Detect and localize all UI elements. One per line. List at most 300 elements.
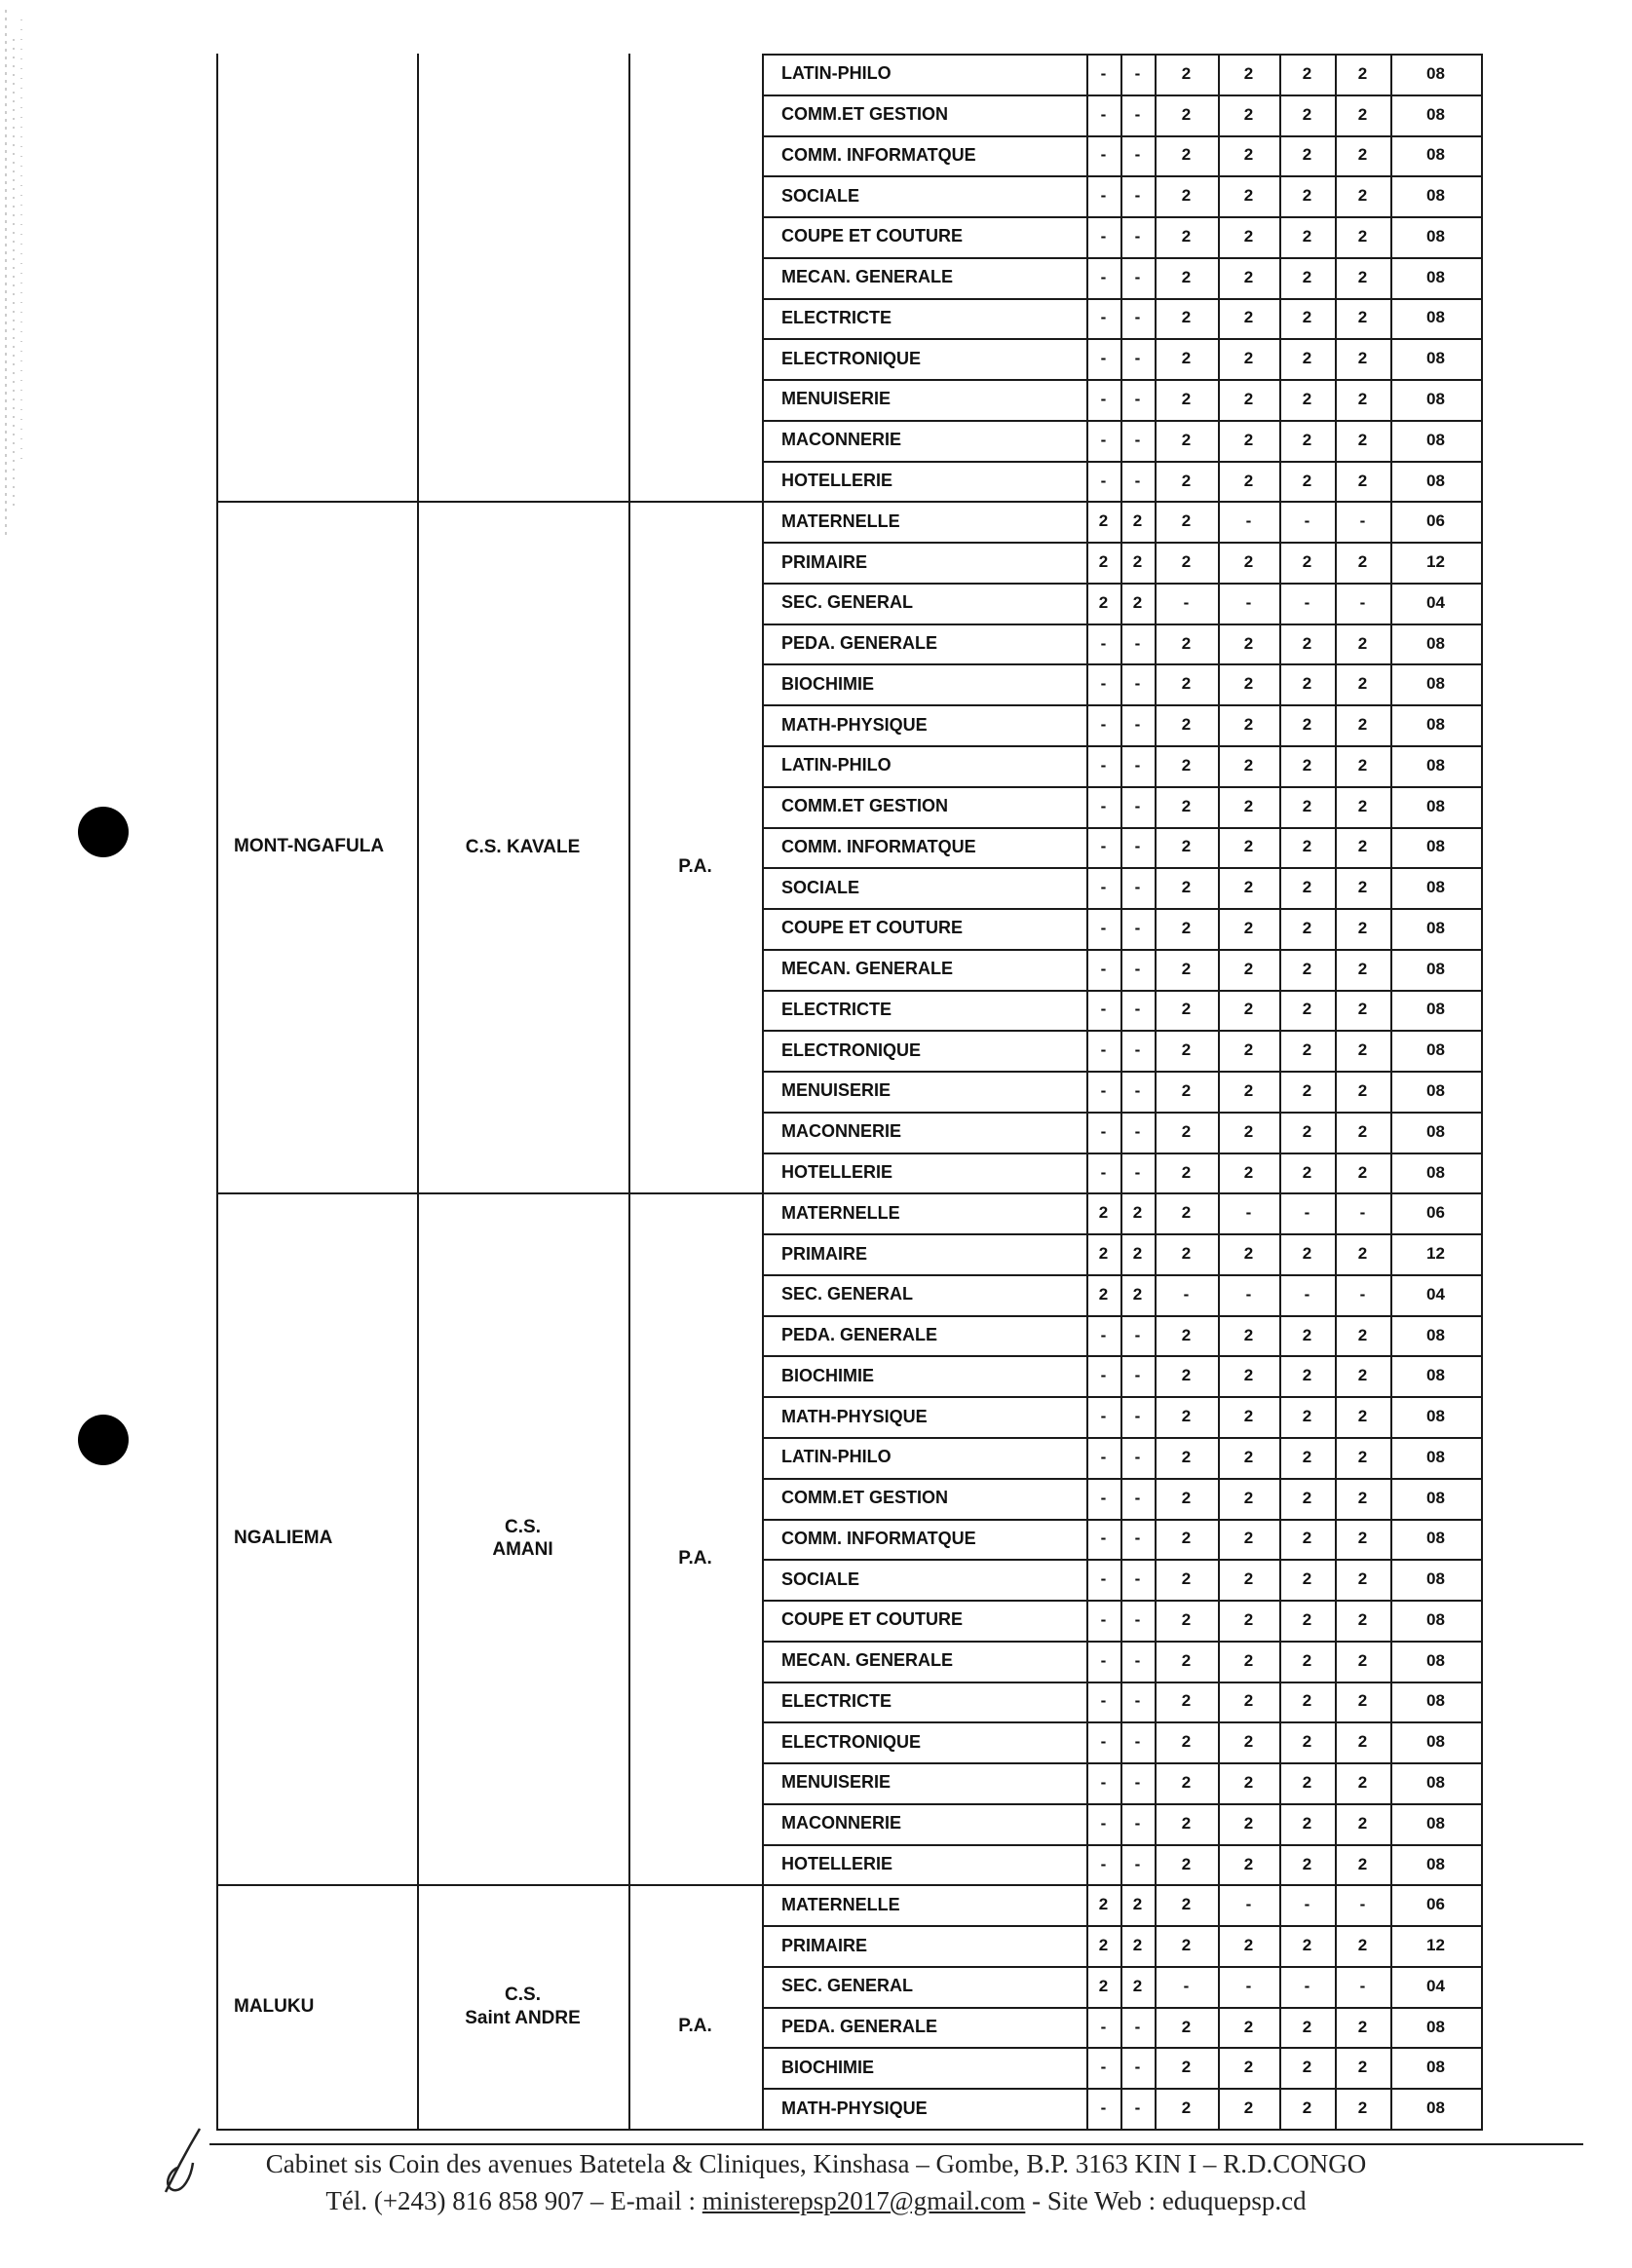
value-cell: - (1304, 511, 1310, 531)
value-cell: 2 (1357, 837, 1368, 856)
value-cell: - (1100, 226, 1107, 246)
option-cell: ELECTRONIQUE (781, 1731, 922, 1752)
value-cell: 2 (1181, 1569, 1192, 1589)
option-cell: COMM.ET GESTION (781, 1488, 948, 1508)
total-cell: 08 (1426, 1854, 1445, 1873)
total-cell: 12 (1426, 1936, 1445, 1955)
value-cell: 2 (1302, 1040, 1312, 1060)
total-cell: 08 (1426, 1162, 1445, 1182)
value-cell: 2 (1243, 1407, 1254, 1426)
footer-phone: Tél. (+243) 816 858 907 – E-mail : (325, 2186, 702, 2215)
value-cell: - (1304, 1284, 1310, 1304)
value-cell: - (1100, 389, 1107, 408)
value-cell: 2 (1181, 186, 1192, 206)
value-cell: 2 (1357, 918, 1368, 937)
value-cell: - (1359, 1976, 1366, 1995)
value-cell: 2 (1243, 430, 1254, 449)
value-cell: 2 (1302, 715, 1312, 735)
value-cell: 2 (1181, 1691, 1192, 1711)
value-cell: 2 (1243, 959, 1254, 978)
value-cell: - (1134, 2058, 1141, 2077)
total-cell: 08 (1426, 674, 1445, 694)
value-cell: 2 (1181, 633, 1192, 653)
value-cell: 2 (1243, 1529, 1254, 1548)
option-cell: MENUISERIE (781, 389, 892, 409)
value-cell: - (1134, 1325, 1141, 1344)
value-cell: 2 (1243, 796, 1254, 815)
value-cell: - (1304, 592, 1310, 612)
value-cell: 2 (1181, 308, 1192, 327)
value-cell: - (1304, 1895, 1310, 1914)
total-cell: 08 (1426, 1325, 1445, 1344)
option-cell: COUPE ET COUTURE (781, 1609, 964, 1630)
value-cell: 2 (1243, 2058, 1254, 2077)
option-cell: MECAN. GENERALE (781, 267, 954, 287)
value-cell: 2 (1302, 389, 1312, 408)
value-cell: 2 (1302, 755, 1312, 775)
option-cell: MATERNELLE (781, 510, 900, 531)
value-cell: 2 (1357, 674, 1368, 694)
value-cell: 2 (1357, 104, 1368, 124)
value-cell: 2 (1357, 2017, 1368, 2036)
value-cell: 2 (1357, 1000, 1368, 1019)
value-cell: - (1100, 267, 1107, 286)
option-cell: BIOCHIMIE (781, 1365, 875, 1385)
regime-cell: P.A. (678, 855, 712, 877)
value-cell: 2 (1243, 1813, 1254, 1833)
value-cell: 2 (1243, 471, 1254, 490)
value-cell: - (1100, 1366, 1107, 1385)
option-cell: MENUISERIE (781, 1772, 892, 1793)
value-cell: 2 (1132, 552, 1143, 572)
value-cell: 2 (1181, 959, 1192, 978)
value-cell: - (1100, 674, 1107, 694)
option-cell: ELECTRONIQUE (781, 348, 922, 368)
value-cell: 2 (1243, 63, 1254, 83)
value-cell: 2 (1098, 1244, 1109, 1264)
value-cell: 2 (1243, 552, 1254, 572)
value-cell: 2 (1302, 1854, 1312, 1873)
value-cell: 2 (1357, 1121, 1368, 1141)
value-cell: - (1100, 63, 1107, 83)
school-cell: C.S. KAVALE (465, 836, 581, 857)
value-cell: 2 (1302, 1569, 1312, 1589)
total-cell: 08 (1426, 1080, 1445, 1100)
value-cell: - (1134, 1447, 1141, 1466)
value-cell: 2 (1302, 1121, 1312, 1141)
value-cell: - (1183, 1976, 1190, 1995)
value-cell: - (1100, 1000, 1107, 1019)
value-cell: 2 (1243, 715, 1254, 735)
value-cell: 2 (1181, 1772, 1192, 1792)
value-cell: - (1134, 674, 1141, 694)
value-cell: 2 (1357, 715, 1368, 735)
value-cell: 2 (1132, 1936, 1143, 1955)
option-cell: COMM.ET GESTION (781, 104, 948, 125)
value-cell: - (1134, 2098, 1141, 2118)
value-cell: - (1134, 1488, 1141, 1507)
value-cell: 2 (1302, 1244, 1312, 1264)
value-cell: 2 (1098, 592, 1109, 612)
value-cell: - (1100, 308, 1107, 327)
school-cell: C.S. AMANI (492, 1516, 553, 1561)
value-cell: 2 (1357, 1488, 1368, 1507)
value-cell: - (1304, 1976, 1310, 1995)
total-cell: 04 (1426, 592, 1445, 612)
option-cell: MACONNERIE (781, 430, 902, 450)
value-cell: 2 (1357, 1529, 1368, 1548)
option-cell: PRIMAIRE (781, 1935, 868, 1955)
value-cell: - (1134, 796, 1141, 815)
total-cell: 08 (1426, 471, 1445, 490)
value-cell: - (1100, 1447, 1107, 1466)
value-cell: 2 (1132, 1203, 1143, 1223)
value-cell: - (1100, 1488, 1107, 1507)
value-cell: - (1100, 1854, 1107, 1873)
value-cell: 2 (1132, 1976, 1143, 1995)
value-cell: - (1134, 1366, 1141, 1385)
value-cell: 2 (1243, 104, 1254, 124)
value-cell: 2 (1243, 1488, 1254, 1507)
value-cell: 2 (1181, 1854, 1192, 1873)
value-cell: - (1183, 592, 1190, 612)
value-cell: 2 (1302, 1366, 1312, 1385)
value-cell: 2 (1181, 349, 1192, 368)
value-cell: 2 (1243, 1936, 1254, 1955)
value-cell: 2 (1098, 1936, 1109, 1955)
value-cell: - (1245, 592, 1252, 612)
value-cell: 2 (1243, 755, 1254, 775)
value-cell: - (1245, 1284, 1252, 1304)
value-cell: - (1134, 104, 1141, 124)
value-cell: 2 (1357, 1162, 1368, 1182)
commune-cell: NGALIEMA (234, 1528, 333, 1549)
value-cell: 2 (1181, 674, 1192, 694)
total-cell: 08 (1426, 104, 1445, 124)
total-cell: 08 (1426, 389, 1445, 408)
option-cell: MACONNERIE (781, 1121, 902, 1142)
total-cell: 08 (1426, 1772, 1445, 1792)
option-cell: MECAN. GENERALE (781, 1650, 954, 1671)
commune-cell: MALUKU (234, 1995, 315, 2017)
value-cell: - (1100, 1325, 1107, 1344)
regime-cell: P.A. (678, 2015, 712, 2036)
total-cell: 08 (1426, 1650, 1445, 1670)
value-cell: - (1134, 1609, 1141, 1629)
value-cell: 2 (1181, 1203, 1192, 1223)
option-cell: HOTELLERIE (781, 1854, 893, 1874)
value-cell: 2 (1302, 1936, 1312, 1955)
value-cell: - (1100, 1772, 1107, 1792)
total-cell: 06 (1426, 1895, 1445, 1914)
value-cell: 2 (1243, 1080, 1254, 1100)
value-cell: - (1100, 918, 1107, 937)
value-cell: 2 (1302, 959, 1312, 978)
value-cell: 2 (1181, 1080, 1192, 1100)
punch-hole-top (78, 807, 129, 857)
option-cell: ELECTRICTE (781, 307, 892, 327)
value-cell: 2 (1357, 1691, 1368, 1711)
value-cell: - (1134, 1854, 1141, 1873)
value-cell: 2 (1357, 1325, 1368, 1344)
value-cell: - (1100, 1609, 1107, 1629)
value-cell: 2 (1243, 674, 1254, 694)
value-cell: 2 (1132, 511, 1143, 531)
value-cell: - (1100, 2017, 1107, 2036)
value-cell: - (1100, 1040, 1107, 1060)
value-cell: - (1100, 633, 1107, 653)
value-cell: 2 (1181, 1529, 1192, 1548)
value-cell: 2 (1302, 2017, 1312, 2036)
value-cell: 2 (1302, 145, 1312, 165)
option-cell: PRIMAIRE (781, 551, 868, 572)
value-cell: 2 (1357, 1244, 1368, 1264)
value-cell: 2 (1302, 1691, 1312, 1711)
value-cell: - (1359, 1895, 1366, 1914)
footer-contact (0, 2186, 1632, 2216)
value-cell: - (1134, 267, 1141, 286)
value-cell: 2 (1181, 1732, 1192, 1752)
value-cell: 2 (1181, 226, 1192, 246)
option-cell: LATIN-PHILO (781, 755, 892, 775)
option-cell: BIOCHIMIE (781, 2057, 875, 2077)
value-cell: 2 (1357, 2098, 1368, 2118)
value-cell: 2 (1302, 1407, 1312, 1426)
total-cell: 08 (1426, 186, 1445, 206)
option-cell: HOTELLERIE (781, 471, 893, 491)
total-cell: 08 (1426, 1488, 1445, 1507)
value-cell: 2 (1243, 226, 1254, 246)
value-cell: 2 (1357, 1813, 1368, 1833)
value-cell: 2 (1181, 63, 1192, 83)
value-cell: - (1100, 349, 1107, 368)
value-cell: 2 (1302, 2098, 1312, 2118)
value-cell: 2 (1098, 1895, 1109, 1914)
value-cell: 2 (1302, 267, 1312, 286)
value-cell: - (1134, 226, 1141, 246)
value-cell: 2 (1302, 226, 1312, 246)
value-cell: 2 (1302, 308, 1312, 327)
value-cell: - (1100, 755, 1107, 775)
option-cell: COMM. INFORMATQUE (781, 1528, 976, 1548)
value-cell: 2 (1181, 878, 1192, 897)
value-cell: - (1134, 1732, 1141, 1752)
value-cell: 2 (1181, 1895, 1192, 1914)
value-cell: - (1134, 918, 1141, 937)
value-cell: 2 (1302, 63, 1312, 83)
total-cell: 08 (1426, 145, 1445, 165)
value-cell: - (1100, 1691, 1107, 1711)
value-cell: 2 (1181, 755, 1192, 775)
value-cell: 2 (1357, 959, 1368, 978)
value-cell: 2 (1357, 389, 1368, 408)
value-cell: 2 (1181, 918, 1192, 937)
value-cell: - (1245, 1976, 1252, 1995)
value-cell: - (1134, 1000, 1141, 1019)
total-cell: 08 (1426, 1732, 1445, 1752)
value-cell: 2 (1302, 1813, 1312, 1833)
value-cell: - (1134, 633, 1141, 653)
total-cell: 04 (1426, 1284, 1445, 1304)
option-cell: MATERNELLE (781, 1894, 900, 1914)
value-cell: 2 (1302, 674, 1312, 694)
punch-hole-bottom (78, 1415, 129, 1465)
value-cell: 2 (1243, 1121, 1254, 1141)
value-cell: - (1134, 1080, 1141, 1100)
option-cell: SEC. GENERAL (781, 1976, 914, 1996)
value-cell: 2 (1302, 552, 1312, 572)
option-cell: MENUISERIE (781, 1080, 892, 1101)
commune-cell: MONT-NGAFULA (234, 836, 385, 857)
value-cell: - (1100, 1407, 1107, 1426)
value-cell: 2 (1181, 1162, 1192, 1182)
value-cell: - (1100, 186, 1107, 206)
value-cell: 2 (1181, 1366, 1192, 1385)
value-cell: 2 (1181, 1244, 1192, 1264)
total-cell: 08 (1426, 308, 1445, 327)
value-cell: 2 (1132, 592, 1143, 612)
value-cell: 2 (1243, 1569, 1254, 1589)
value-cell: 2 (1357, 1732, 1368, 1752)
value-cell: 2 (1181, 104, 1192, 124)
value-cell: 2 (1302, 837, 1312, 856)
value-cell: 2 (1357, 145, 1368, 165)
value-cell: 2 (1357, 1854, 1368, 1873)
value-cell: - (1100, 2058, 1107, 2077)
value-cell: - (1100, 1569, 1107, 1589)
option-cell: PEDA. GENERALE (781, 633, 938, 654)
value-cell: - (1245, 1203, 1252, 1223)
value-cell: - (1134, 63, 1141, 83)
value-cell: 2 (1243, 349, 1254, 368)
value-cell: 2 (1181, 1650, 1192, 1670)
value-cell: 2 (1181, 1609, 1192, 1629)
option-cell: COUPE ET COUTURE (781, 918, 964, 938)
value-cell: - (1134, 186, 1141, 206)
total-cell: 08 (1426, 918, 1445, 937)
total-cell: 04 (1426, 1976, 1445, 1995)
value-cell: - (1100, 715, 1107, 735)
value-cell: 2 (1243, 1325, 1254, 1344)
option-cell: SOCIALE (781, 1569, 860, 1589)
value-cell: 2 (1243, 2098, 1254, 2118)
value-cell: - (1359, 511, 1366, 531)
scan-margin-noise (0, 0, 39, 546)
row-divider (762, 2129, 1483, 2131)
value-cell: 2 (1357, 349, 1368, 368)
value-cell: 2 (1181, 2098, 1192, 2118)
value-cell: 2 (1357, 471, 1368, 490)
regime-cell: P.A. (678, 1547, 712, 1569)
total-cell: 08 (1426, 1040, 1445, 1060)
option-cell: MATERNELLE (781, 1202, 900, 1223)
value-cell: 2 (1302, 1488, 1312, 1507)
value-cell: 2 (1243, 186, 1254, 206)
value-cell: 2 (1181, 2058, 1192, 2077)
total-cell: 08 (1426, 878, 1445, 897)
value-cell: - (1134, 1529, 1141, 1548)
option-cell: PEDA. GENERALE (781, 1325, 938, 1345)
value-cell: - (1134, 1650, 1141, 1670)
value-cell: - (1100, 1650, 1107, 1670)
total-cell: 08 (1426, 1407, 1445, 1426)
total-cell: 08 (1426, 1121, 1445, 1141)
value-cell: - (1304, 1203, 1310, 1223)
value-cell: 2 (1302, 430, 1312, 449)
value-cell: 2 (1302, 796, 1312, 815)
value-cell: 2 (1357, 1407, 1368, 1426)
value-cell: 2 (1243, 389, 1254, 408)
block-divider (216, 2129, 762, 2131)
value-cell: 2 (1243, 878, 1254, 897)
value-cell: 2 (1302, 1650, 1312, 1670)
value-cell: 2 (1243, 1000, 1254, 1019)
value-cell: 2 (1181, 1407, 1192, 1426)
total-cell: 08 (1426, 1529, 1445, 1548)
value-cell: 2 (1181, 145, 1192, 165)
value-cell: - (1134, 349, 1141, 368)
value-cell: 2 (1132, 1244, 1143, 1264)
option-cell: MATH-PHYSIQUE (781, 714, 928, 735)
value-cell: 2 (1243, 1772, 1254, 1792)
total-cell: 08 (1426, 755, 1445, 775)
total-cell: 08 (1426, 959, 1445, 978)
value-cell: 2 (1357, 1650, 1368, 1670)
value-cell: 2 (1302, 1162, 1312, 1182)
value-cell: - (1134, 1772, 1141, 1792)
value-cell: 2 (1243, 918, 1254, 937)
value-cell: 2 (1302, 878, 1312, 897)
table-right-border (1481, 54, 1483, 2129)
value-cell: 2 (1181, 796, 1192, 815)
value-cell: - (1134, 145, 1141, 165)
value-cell: 2 (1098, 552, 1109, 572)
value-cell: - (1134, 715, 1141, 735)
value-cell: 2 (1357, 267, 1368, 286)
value-cell: 2 (1357, 1936, 1368, 1955)
value-cell: 2 (1302, 349, 1312, 368)
total-cell: 12 (1426, 1244, 1445, 1264)
value-cell: 2 (1302, 1609, 1312, 1629)
value-cell: - (1134, 1407, 1141, 1426)
value-cell: 2 (1302, 1732, 1312, 1752)
value-cell: 2 (1302, 1447, 1312, 1466)
option-cell: MATH-PHYSIQUE (781, 1406, 928, 1426)
option-cell: PEDA. GENERALE (781, 2017, 938, 2037)
value-cell: 2 (1098, 1203, 1109, 1223)
value-cell: - (1134, 959, 1141, 978)
option-cell: COMM. INFORMATQUE (781, 836, 976, 856)
value-cell: 2 (1357, 552, 1368, 572)
option-cell: MACONNERIE (781, 1813, 902, 1833)
option-cell: LATIN-PHILO (781, 1447, 892, 1467)
value-cell: - (1100, 959, 1107, 978)
value-cell: 2 (1357, 1772, 1368, 1792)
value-cell: - (1100, 1813, 1107, 1833)
value-cell: 2 (1357, 1569, 1368, 1589)
value-cell: 2 (1357, 226, 1368, 246)
footer-email-link[interactable]: ministerepsp2017@gmail.com (702, 2186, 1026, 2215)
value-cell: 2 (1243, 308, 1254, 327)
option-cell: SOCIALE (781, 877, 860, 897)
option-cell: ELECTRONIQUE (781, 1040, 922, 1060)
value-cell: - (1134, 430, 1141, 449)
value-cell: - (1134, 1162, 1141, 1182)
total-cell: 08 (1426, 1000, 1445, 1019)
value-cell: 2 (1181, 1040, 1192, 1060)
value-cell: 2 (1357, 1447, 1368, 1466)
total-cell: 08 (1426, 715, 1445, 735)
